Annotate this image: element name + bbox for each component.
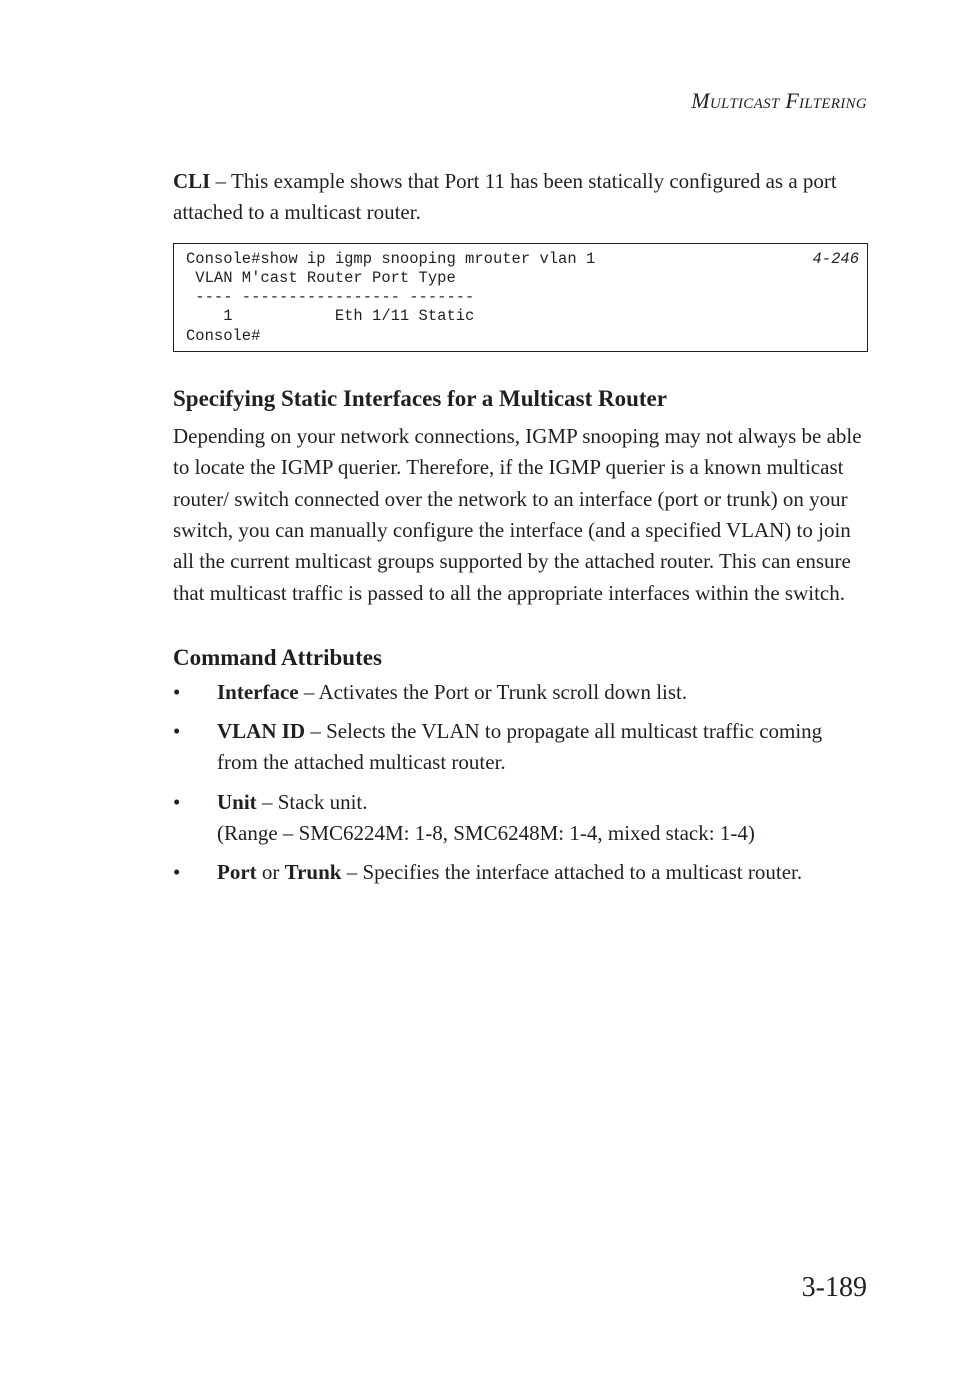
attribute-term: Unit xyxy=(217,789,257,814)
attributes-heading: Command Attributes xyxy=(173,644,382,670)
code-line: Console#show ip igmp snooping mrouter vlan 1 xyxy=(186,249,596,268)
intro-text: – This example shows that Port 11 has been statically configured as a port attached to a multicast router. xyxy=(173,169,837,225)
code-line: Console# xyxy=(186,326,261,345)
attribute-term: Port xyxy=(217,860,257,885)
page-content xyxy=(173,166,868,897)
attribute-connector: or xyxy=(256,860,285,885)
bullet-icon: • xyxy=(173,719,181,744)
attribute-range: (Range – SMC6224M: 1-8, SMC6248M: 1-4, mixed stack: 1-4) xyxy=(217,821,755,846)
intro-paragraph xyxy=(173,166,868,229)
bullet-icon: • xyxy=(173,679,181,704)
code-line: 1 Eth 1/11 Static xyxy=(186,307,475,326)
attribute-description: – Selects the VLAN to propagate all multicast traffic coming from the attached multicast router. xyxy=(217,719,823,775)
list-item xyxy=(173,857,868,888)
section-body: Depending on your network connections, IGMP snooping may not always be able to locate the IGMP querier. Therefore, if the IGMP querier is a known multicast router/ switch connected over the network to an interface (port or trunk) on your switch, you can manually configure the interface (and a specified VLAN) to join all the current multicast groups supported by the attached router. This can ensure that multicast traffic is passed to all the appropriate interfaces within the switch. xyxy=(173,424,862,605)
attribute-description: – Stack unit. xyxy=(256,789,368,814)
list-item xyxy=(173,716,868,779)
code-reference: 4-246 xyxy=(812,249,859,268)
running-header: Multicast Filtering xyxy=(691,88,867,113)
code-line: VLAN M'cast Router Port Type xyxy=(186,268,456,287)
attribute-term: VLAN ID xyxy=(217,719,306,744)
attribute-term: Interface xyxy=(217,679,299,704)
list-item xyxy=(173,787,868,850)
attribute-description: – Activates the Port or Trunk scroll down list. xyxy=(298,679,688,704)
bullet-icon: • xyxy=(173,789,181,814)
code-line: ---- ----------------- ------- xyxy=(186,288,475,307)
attributes-list xyxy=(173,677,868,889)
page-number: 3-189 xyxy=(801,1272,867,1303)
attribute-description: – Specifies the interface attached to a multicast router. xyxy=(341,860,803,885)
attribute-term: Trunk xyxy=(284,860,342,885)
section-heading: Specifying Static Interfaces for a Multicast Router xyxy=(173,386,667,412)
list-item xyxy=(173,677,868,708)
intro-lead: CLI xyxy=(173,169,211,193)
code-example-box xyxy=(173,243,868,352)
bullet-icon: • xyxy=(173,860,181,885)
